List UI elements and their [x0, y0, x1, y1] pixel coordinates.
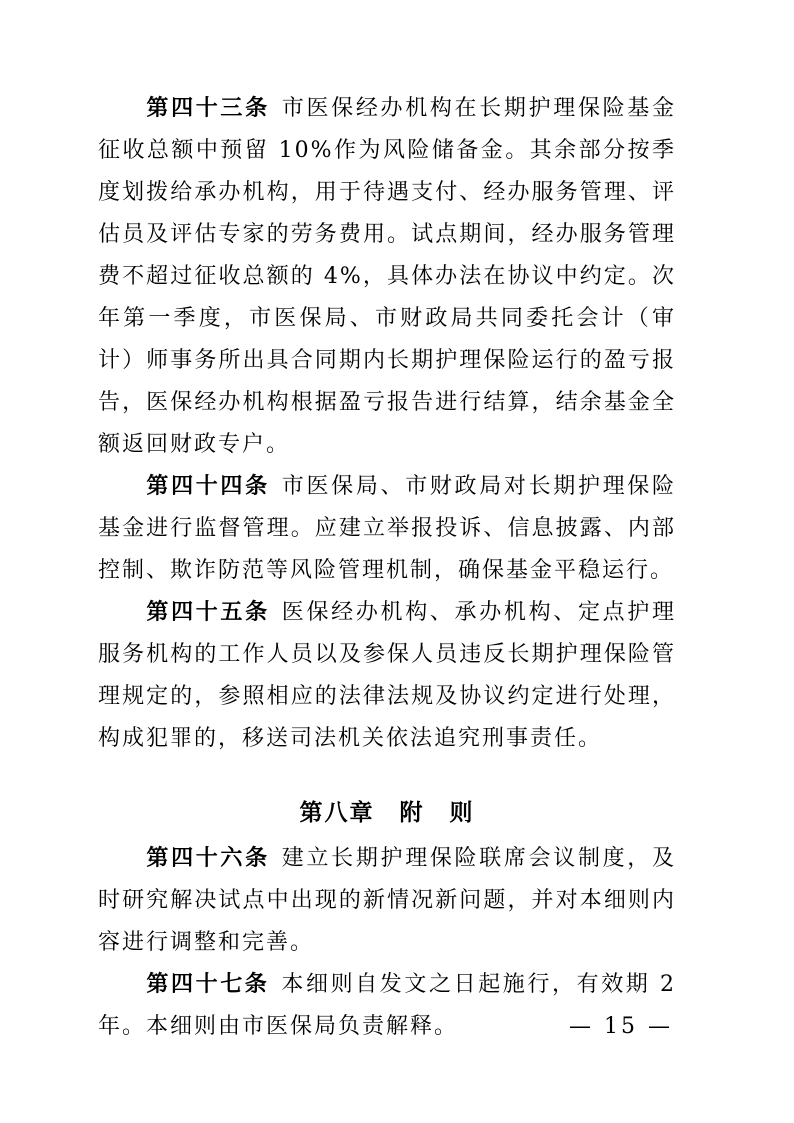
- article-43-text: 市医保经办机构在长期护理保险基金征收总额中预留 10%作为风险储备金。其余部分按季度划拨给承办机构，用于待遇支付、经办服务管理、评估员及评估专家的劳务费用。试点期间，经办服务管理费不超过征收总额的 4%，具体办法在协议中约定。次年第一季度，市医保局、市财政局共同委托会计（审计）师事务所出具合同期内长期护理保险运行的盈亏报告，医保经办机构根据盈亏报告进行结算，结余基金全额返回财政专户。: [98, 96, 676, 457]
- article-46-term: 第四十六条: [146, 846, 270, 871]
- article-44-text: 市医保局、市财政局对长期护理保险基金进行监督管理。应建立举报投诉、信息披露、内部控制、欺诈防范等风险管理机制，确保基金平稳运行。: [98, 474, 676, 583]
- article-44-paragraph: [98, 466, 676, 592]
- article-45-paragraph: [98, 592, 676, 760]
- article-44-term: 第四十四条: [146, 474, 270, 499]
- article-46-paragraph: [98, 838, 676, 964]
- article-43-paragraph: [98, 88, 676, 466]
- chapter-heading: 第八章 附 则: [299, 800, 475, 826]
- article-45-text: 医保经办机构、承办机构、定点护理服务机构的工作人员以及参保人员违反长期护理保险管理规定的，参照相应的法律法规及协议约定进行处理，构成犯罪的，移送司法机关依法追究刑事责任。: [98, 600, 676, 751]
- page-number: — 15 —: [569, 1014, 673, 1039]
- document-body: [98, 88, 676, 1048]
- article-46-text: 建立长期护理保险联席会议制度，及时研究解决试点中出现的新情况新问题，并对本细则内容进行调整和完善。: [98, 846, 676, 955]
- article-47-term: 第四十七条: [146, 972, 270, 997]
- article-47-text: 本细则自发文之日起施行，有效期 2 年。本细则由市医保局负责解释。: [98, 972, 676, 1039]
- article-45-term: 第四十五条: [146, 600, 270, 625]
- article-43-term: 第四十三条: [146, 96, 270, 121]
